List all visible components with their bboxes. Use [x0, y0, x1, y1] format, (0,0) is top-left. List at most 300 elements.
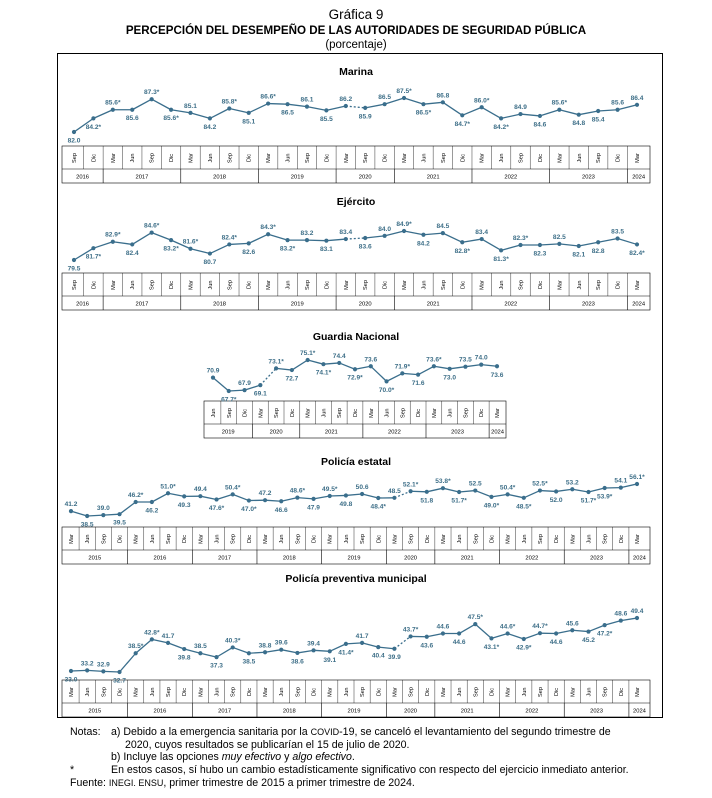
chart-panel-2	[204, 331, 506, 438]
series-line	[213, 378, 229, 391]
data-point	[311, 497, 315, 501]
tick-label: Jun	[211, 408, 217, 418]
data-point	[425, 490, 429, 494]
series-line	[120, 653, 136, 672]
tick-label: Sep	[101, 534, 108, 544]
tick-label: Dic	[289, 408, 296, 418]
data-label: 86.6*	[260, 93, 276, 101]
series-line	[491, 494, 507, 497]
data-label: 50.6	[355, 484, 369, 491]
year-label: 2024	[632, 301, 646, 308]
data-point	[328, 649, 332, 653]
series-line	[281, 650, 297, 653]
year-label: 2015	[88, 708, 102, 715]
data-point	[134, 651, 138, 655]
data-label: 39.1	[323, 656, 337, 664]
data-label: 51.7*	[580, 497, 597, 505]
data-point	[279, 648, 283, 652]
data-point	[489, 495, 493, 499]
data-point	[635, 103, 639, 107]
data-point	[577, 244, 581, 248]
series-line	[508, 634, 524, 639]
data-label: 32.9	[96, 661, 110, 669]
series-line	[355, 366, 371, 369]
tick-label: Dic	[479, 408, 486, 418]
data-label: 83.4	[339, 229, 353, 237]
data-label: 49.5*	[322, 486, 338, 493]
data-point	[603, 486, 607, 490]
data-label: 69.1	[253, 390, 267, 398]
data-point	[321, 362, 325, 366]
tick-label: Sep	[360, 534, 367, 544]
chart-panel-4	[62, 573, 650, 717]
data-label: 82.1	[572, 251, 586, 259]
data-label: 82.4*	[629, 249, 645, 257]
series-line-dashed	[346, 106, 365, 108]
data-point	[522, 637, 526, 641]
tick-label: Sep	[295, 687, 302, 697]
tick-label: Jun	[207, 153, 214, 163]
tick-label: Jun	[586, 534, 593, 544]
data-point	[570, 628, 574, 632]
data-point	[211, 375, 215, 379]
data-point	[596, 109, 600, 113]
tick-label: Sep	[473, 687, 480, 697]
data-label: 45.2	[582, 637, 595, 645]
data-label: 75.1*	[299, 350, 316, 357]
series-line	[423, 102, 442, 104]
tick-label: Mar	[635, 687, 641, 697]
tick-label: Dic	[169, 153, 176, 163]
tick-label: Dic	[246, 534, 253, 544]
year-label: 2019	[347, 555, 361, 562]
data-label: 37.3	[210, 662, 223, 670]
data-label: 86.0*	[473, 97, 490, 105]
series-line	[572, 630, 588, 631]
series-line	[233, 647, 249, 653]
data-label: 84.5	[436, 223, 450, 231]
data-point	[635, 242, 639, 246]
series-line	[87, 670, 103, 671]
year-label: 2018	[213, 301, 227, 308]
tick-label: Mar	[133, 534, 140, 544]
data-point	[305, 238, 309, 242]
note-star-mark: *	[70, 763, 75, 776]
series-line	[314, 496, 330, 499]
note-a-text-2: -19, se canceló el levantamiento del segundo trimestre de	[339, 726, 611, 738]
tick-label: Jun	[279, 687, 286, 697]
series-line	[572, 489, 588, 492]
data-label: 38.5	[80, 521, 94, 529]
data-point	[324, 108, 328, 112]
tick-label: Jun	[384, 408, 391, 418]
data-label: 82.3*	[512, 234, 529, 242]
data-point	[538, 114, 542, 118]
series-line	[168, 493, 184, 496]
tick-label: Mar	[188, 280, 195, 290]
tick-label: Dic	[537, 153, 544, 163]
data-label: 44.6	[436, 623, 450, 631]
data-point	[441, 486, 445, 490]
series-line	[268, 104, 287, 105]
tick-label: Mar	[495, 408, 501, 418]
chart-title: Ejército	[336, 196, 376, 208]
tick-label: Sep	[518, 280, 525, 290]
series-line	[365, 236, 384, 238]
series-line	[556, 489, 572, 491]
tick-label: Sep	[101, 687, 108, 697]
data-label: 81.3*	[493, 255, 509, 263]
tick-label: Sep	[518, 153, 525, 163]
tick-label: Sep	[304, 280, 311, 290]
year-label: 2018	[282, 708, 296, 715]
series-line	[462, 239, 481, 242]
data-label: 44.6	[452, 639, 466, 647]
tick-label: Jun	[130, 280, 137, 290]
year-label: 2018	[282, 555, 296, 562]
series-line	[475, 624, 491, 638]
year-label: 2018	[213, 174, 227, 181]
series-line	[402, 373, 418, 374]
tick-label: Jun	[85, 534, 92, 544]
data-label: 70.9	[206, 367, 220, 375]
data-label: 85.6*	[551, 99, 568, 107]
year-label: 2019	[290, 301, 304, 308]
data-point	[311, 648, 315, 652]
data-point	[227, 106, 231, 110]
data-label: 70.0*	[378, 386, 395, 394]
data-label: 74.0	[474, 354, 488, 362]
data-label: 42.8*	[144, 629, 160, 637]
series-line	[540, 110, 559, 116]
series-line	[598, 110, 617, 111]
data-point	[91, 116, 95, 120]
year-label: 2020	[269, 429, 283, 436]
series-line	[132, 99, 151, 110]
tick-label: Mar	[266, 153, 273, 163]
data-label: 39.9	[388, 654, 401, 662]
data-point	[506, 492, 510, 496]
year-label: 2015	[88, 555, 102, 562]
tick-label: Dic	[91, 153, 98, 163]
series-line	[323, 363, 339, 364]
data-label: 54.1	[614, 477, 628, 485]
tick-label: Jun	[521, 687, 528, 697]
data-label: 83.1	[319, 246, 333, 254]
data-label: 48.5*	[516, 503, 532, 511]
figure-title: PERCEPCIÓN DEL DESEMPEÑO DE LAS AUTORIDADES DE SEGURIDAD PÚBLICA	[125, 24, 587, 37]
tick-label: Mar	[198, 687, 205, 697]
year-label: 2019	[221, 429, 235, 436]
tick-label: Dic	[117, 687, 124, 697]
note-a-text-3: 2020, cuyos resultados se publicarían el 15 de julio de 2020.	[125, 738, 410, 751]
data-label: 32.7	[113, 677, 126, 685]
tick-label: Mar	[402, 280, 409, 290]
notes-label: Notas:	[70, 726, 101, 738]
series-line	[556, 630, 572, 633]
data-label: 41.4*	[338, 649, 354, 657]
tick-label: Dic	[424, 534, 431, 544]
tick-label: Dic	[242, 408, 249, 418]
data-label: 73.1*	[268, 358, 284, 366]
series-line	[210, 109, 229, 119]
series-line-dashed	[394, 636, 410, 648]
chart-title: Guardia Nacional	[312, 331, 400, 343]
tick-label: Jun	[576, 280, 583, 290]
series-line	[371, 366, 387, 381]
data-point	[518, 243, 522, 247]
tick-label: Sep	[72, 280, 78, 290]
year-label: 2023	[582, 301, 595, 308]
series-line	[229, 109, 248, 113]
tick-label: Mar	[479, 153, 486, 163]
series-line	[524, 633, 540, 639]
data-label: 38.6	[290, 658, 304, 666]
tick-label: Mar	[343, 153, 350, 163]
note-a-text-1: a) Debido a la emergencia sanitaria por la	[111, 726, 311, 738]
year-label: 2022	[525, 555, 539, 562]
x-axis-box	[62, 273, 650, 310]
data-point	[242, 388, 246, 392]
data-point	[441, 231, 445, 235]
tick-label: Jun	[207, 280, 214, 290]
data-point	[285, 238, 289, 242]
data-label: 84.7*	[454, 120, 470, 128]
data-label: 49.4	[630, 608, 644, 615]
series-line	[87, 515, 103, 516]
tick-label: Mar	[431, 408, 438, 418]
series-line	[326, 239, 345, 241]
series-line	[588, 488, 604, 492]
data-point	[499, 116, 503, 120]
data-point	[69, 669, 73, 673]
source-org: INEGI. ENSU	[108, 778, 164, 788]
note-b-italic-1: muy efectivo	[221, 751, 282, 764]
data-point	[150, 231, 154, 235]
tick-label: Dic	[554, 687, 561, 697]
chart-panel-1	[62, 196, 650, 310]
data-label: 85.6	[611, 99, 625, 107]
tick-label: Dic	[489, 687, 496, 697]
series-line	[434, 366, 450, 369]
data-label: 82.6	[242, 248, 256, 256]
chart-panel-0	[62, 66, 650, 183]
year-label: 2024	[491, 429, 505, 436]
data-point	[111, 240, 115, 244]
data-label: 73.5	[459, 356, 472, 364]
data-label: 82.9*	[105, 231, 121, 239]
series-line	[249, 652, 265, 653]
data-label: 87.3*	[143, 89, 160, 97]
data-point	[208, 116, 212, 120]
tick-label: Sep	[602, 687, 609, 697]
data-point	[266, 101, 270, 105]
data-label: 84.8	[572, 120, 586, 128]
data-point	[480, 105, 484, 109]
tick-label: Jun	[321, 408, 328, 418]
data-label: 39.4	[307, 640, 320, 648]
tick-label: Sep	[596, 153, 603, 163]
data-label: 85.9	[358, 113, 372, 121]
data-point	[538, 243, 542, 247]
series-line	[346, 494, 362, 495]
series-line	[265, 500, 281, 501]
data-label: 39.8	[177, 654, 191, 662]
tick-label: Jun	[343, 534, 350, 544]
tick-label: Jun	[447, 408, 454, 418]
tick-label: Jun	[499, 153, 506, 163]
data-label: 83.2*	[163, 245, 179, 253]
data-point	[473, 488, 477, 492]
data-label: 85.1	[242, 118, 256, 126]
data-point	[489, 636, 493, 640]
data-label: 48.5	[388, 487, 401, 495]
series-line	[217, 647, 233, 657]
tick-label: Mar	[133, 687, 140, 697]
data-point	[425, 635, 429, 639]
data-point	[432, 364, 436, 368]
data-label: 38.5	[193, 643, 207, 651]
tick-label: Jun	[214, 687, 221, 697]
tick-label: Dic	[382, 280, 389, 290]
tick-label: Dic	[460, 153, 467, 163]
data-point	[506, 631, 510, 635]
series-line	[307, 107, 326, 111]
year-label: 2019	[347, 708, 361, 715]
series-line	[249, 234, 268, 243]
series-line	[152, 99, 171, 110]
tick-label: Dic	[537, 280, 544, 290]
data-label: 82.8	[591, 247, 605, 255]
tick-label: Mar	[440, 687, 447, 697]
tick-label: Dic	[246, 280, 253, 290]
data-label: 85.6*	[105, 99, 121, 107]
tick-label: Mar	[557, 280, 564, 290]
data-point	[295, 496, 299, 500]
year-label: 2023	[590, 708, 604, 715]
year-label: 2022	[525, 708, 539, 715]
tick-label: Mar	[69, 534, 75, 544]
data-point	[557, 108, 561, 112]
series-line	[362, 643, 378, 647]
tick-label: Sep	[473, 534, 480, 544]
tick-label: Dic	[324, 153, 331, 163]
data-label: 80.7	[203, 259, 217, 267]
data-point	[85, 514, 89, 518]
data-point	[421, 102, 425, 106]
tick-label: Mar	[69, 687, 75, 697]
data-label: 50.4*	[499, 484, 516, 492]
year-label: 2016	[153, 555, 167, 562]
series-line	[459, 624, 475, 633]
data-label: 47.5*	[467, 614, 483, 622]
data-point	[263, 650, 267, 654]
data-label: 52.5*	[532, 480, 548, 488]
series-line	[190, 113, 209, 119]
data-point	[231, 492, 235, 496]
data-point	[169, 108, 173, 112]
series-line	[540, 244, 559, 245]
series-line	[200, 653, 216, 657]
data-label: 49.8	[339, 500, 353, 508]
year-label: 2016	[153, 708, 167, 715]
data-label: 83.2*	[279, 245, 296, 253]
series-line	[103, 514, 119, 515]
tick-label: Mar	[557, 153, 564, 163]
tick-label: Jun	[149, 534, 156, 544]
series-line	[621, 618, 637, 621]
tick-label: Sep	[440, 153, 447, 163]
tick-label: Mar	[479, 280, 486, 290]
data-point	[538, 488, 542, 492]
data-label: 86.2	[339, 96, 353, 104]
note-b-text-2: y	[281, 751, 293, 764]
tick-label: Sep	[363, 280, 370, 290]
data-point	[457, 490, 461, 494]
tick-label: Dic	[91, 280, 98, 290]
tick-label: Mar	[258, 408, 265, 418]
series-line	[326, 106, 345, 110]
data-point	[344, 237, 348, 241]
series-line	[605, 621, 621, 626]
data-label: 71.6	[411, 380, 425, 388]
tick-label: Sep	[166, 534, 173, 544]
year-label: 2017	[218, 555, 232, 562]
tick-label: Mar	[402, 153, 409, 163]
data-label: 84.2	[417, 240, 430, 248]
data-label: 40.3*	[225, 637, 241, 645]
data-point	[409, 634, 413, 638]
data-point	[473, 622, 477, 626]
data-point	[247, 241, 251, 245]
data-point	[421, 233, 425, 237]
tick-label: Mar	[188, 153, 195, 163]
source-line	[70, 777, 415, 789]
series-line	[411, 491, 427, 492]
data-point	[392, 647, 396, 651]
data-label: 85.6	[125, 115, 139, 123]
data-label: 84.0	[378, 225, 392, 233]
series-line	[229, 390, 245, 391]
data-point	[392, 496, 396, 500]
tick-label: Sep	[304, 153, 311, 163]
data-label: 73.6	[364, 356, 378, 364]
data-point	[376, 496, 380, 500]
data-point	[247, 111, 251, 115]
tick-label: Jun	[576, 153, 583, 163]
data-label: 82.4	[125, 249, 139, 257]
series-line	[314, 650, 330, 651]
data-label: 84.2*	[493, 123, 509, 131]
year-label: 2023	[582, 174, 595, 181]
data-point	[479, 363, 483, 367]
data-point	[337, 361, 341, 365]
source-label: Fuente:	[70, 777, 109, 789]
series-line	[229, 243, 248, 244]
data-point	[72, 130, 76, 134]
data-point	[295, 651, 299, 655]
series-line	[427, 634, 443, 637]
data-label: 85.1	[184, 102, 197, 110]
data-point	[85, 668, 89, 672]
series-line	[93, 242, 112, 248]
series-line	[443, 233, 462, 242]
data-point	[495, 364, 499, 368]
tick-label: Dic	[311, 687, 318, 697]
series-line	[501, 114, 520, 118]
data-label: 81.7*	[85, 253, 102, 261]
series-line	[276, 368, 292, 370]
